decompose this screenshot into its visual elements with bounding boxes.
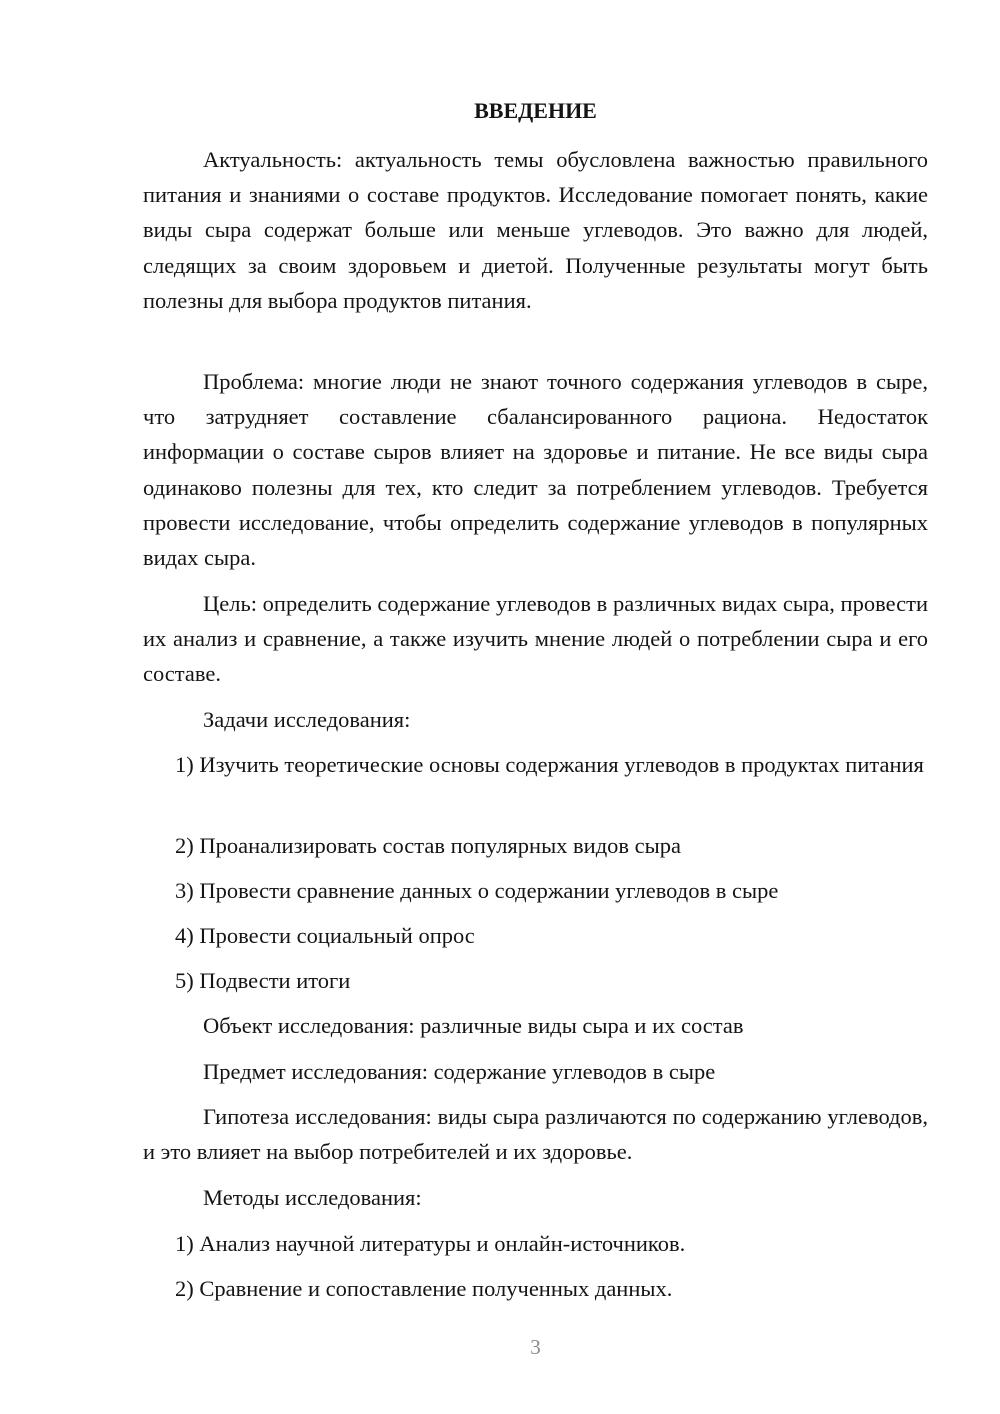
tasks-heading: Задачи исследования: <box>203 707 411 732</box>
object-paragraph: Объект исследования: различные виды сыра и их состав <box>203 1013 744 1038</box>
document-page <box>143 0 928 1414</box>
task-item: 4) Провести социальный опрос <box>175 923 475 948</box>
problem-paragraph: Проблема: многие люди не знают точного содержания углеводов в сыре, что затрудняет составление сбалансированного рациона. Недостаток информации о составе сыров влияет на здоровье и питание. Не все виды сыра одинаково полезны для тех, кто следит за потреблением углеводов. Требуется провести исследование, чтобы определить содержание углеводов в популярных видах сыра. <box>143 369 928 571</box>
methods-heading: Методы исследования: <box>203 1185 422 1210</box>
relevance-paragraph: Актуальность: актуальность темы обусловлена важностью правильного питания и знаниями о составе продуктов. Исследование помогает понять, какие виды сыра содержат больше или меньше углеводов. Это важно для людей, следящих за своим здоровьем и диетой. Полученные результаты могут быть полезны для выбора продуктов питания. <box>143 147 928 313</box>
task-item: 1) Изучить теоретические основы содержания углеводов в продуктах питания <box>175 752 924 777</box>
page-number: 3 <box>530 1335 541 1359</box>
page-title: ВВЕДЕНИЕ <box>474 98 597 123</box>
task-item: 5) Подвести итоги <box>175 968 351 993</box>
method-item: 1) Анализ научной литературы и онлайн-источников. <box>175 1231 686 1256</box>
task-item: 3) Провести сравнение данных о содержании углеводов в сыре <box>175 878 779 903</box>
hypothesis-paragraph: Гипотеза исследования: виды сыра различаются по содержанию углеводов, и это влияет на выбор потребителей и их здоровье. <box>143 1104 928 1165</box>
goal-paragraph: Цель: определить содержание углеводов в различных видах сыра, провести их анализ и сравнение, а также изучить мнение людей о потреблении сыра и его составе. <box>143 591 928 687</box>
subject-paragraph: Предмет исследования: содержание углеводов в сыре <box>203 1059 716 1084</box>
method-item: 2) Сравнение и сопоставление полученных данных. <box>175 1276 673 1301</box>
task-item: 2) Проанализировать состав популярных видов сыра <box>175 833 682 858</box>
